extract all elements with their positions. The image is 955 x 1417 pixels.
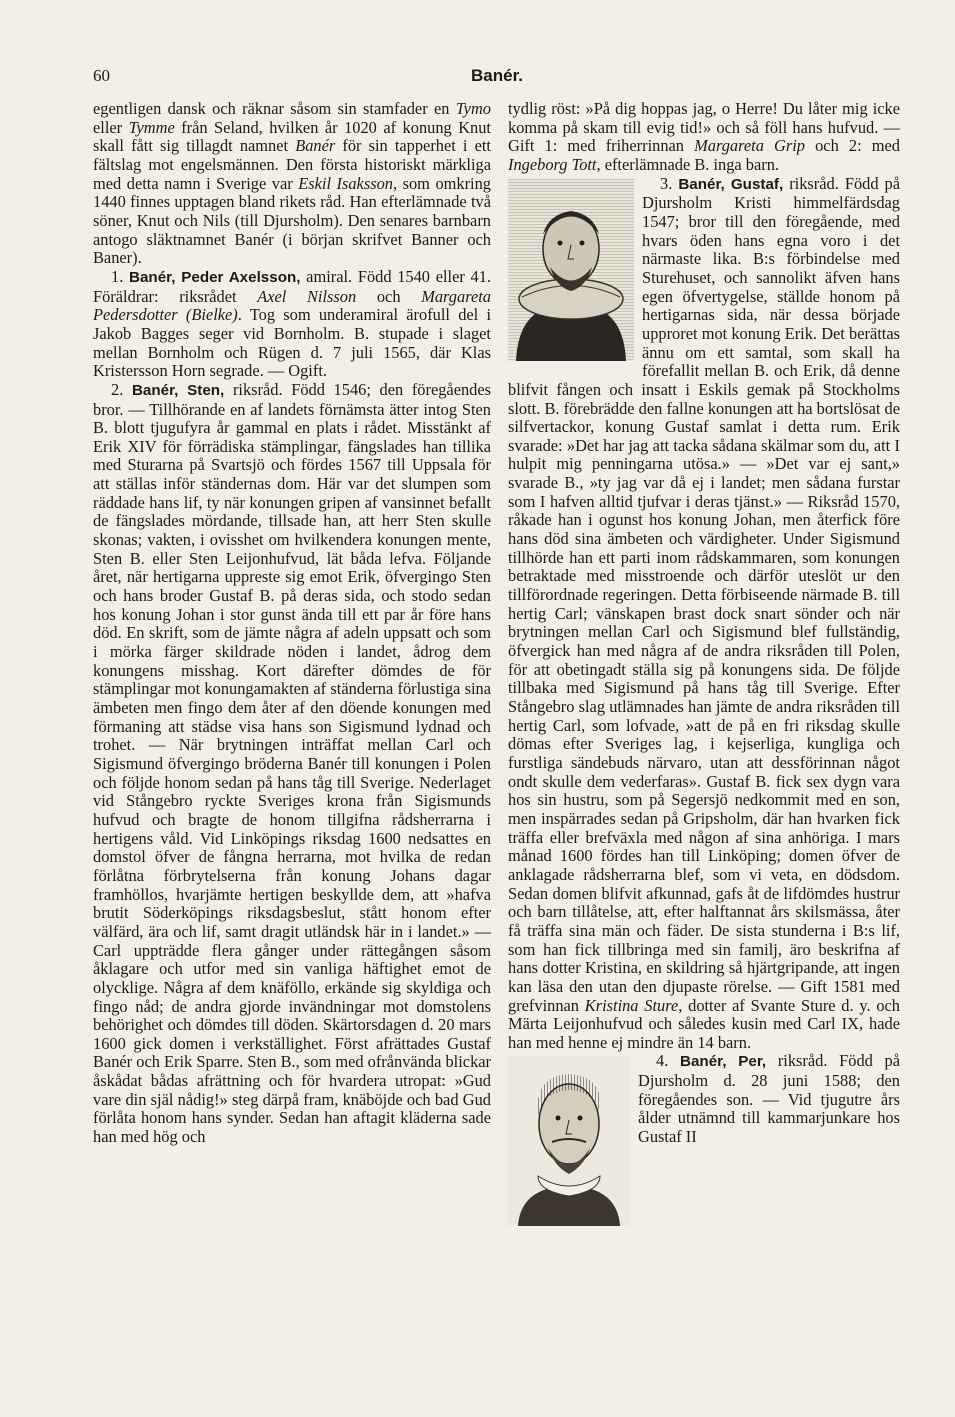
portrait-per-baner	[508, 1056, 630, 1226]
page-number: 60	[93, 66, 110, 85]
left-column	[93, 100, 491, 1147]
entry-heading: Banér, Gustaf,	[678, 175, 784, 193]
portrait-gustaf-baner	[508, 179, 634, 361]
entry-heading: Banér, Per,	[680, 1053, 767, 1071]
running-head: Banér.	[471, 66, 523, 85]
entry-gustaf: 3. Banér, Gustaf, riksråd. Född på Djursholm Kristi himmelfärdsdag 1547; bror till den föregående, med hvars öden hans egna voro i det närmaste lika. B:s förbindelse med Sturehuset, och sannolikt äfven hans egen öfvertygelse, ställde honom på hertigarnas sida, när dessa började upproret mot konung Erik. Det berättas ännu om ett samtal, som skall ha förefallit mellan B. och Erik, då denne blifvit fången och insatt i Eskils gemak på Stockholms slott. B. förebrädde den fallne konungen att ha bortslösat de silfvertackor, konung Gustaf samlat i detta rum. Erik svarade: »Det har jag att tacka sådana skälmar som du, att I hulpit mig penningarna utösa.» — »Det var ej sant,» svarade B., »ty jag var då ej i landet; men sådana furstar som I hafven alltid tjufvar i deras tjänst.» — Riksråd 1570, råkade han i ogunst hos konung Johan, men återfick före hans död sina ämbeten och värdigheter. Under Sigismund tillhörde han ett parti inom rådskammaren, som konungen betraktade med misstroende och därför uteslöt ur den tillförordnade regeringen. Detta förbiseende närmade B. till hertig Carl; vänskapen brast dock snart sönder och när brytningen mellan Carl och Sigismund blef fullständig, öfvergick han med några af de andra riksråden till Polen, för att obetingadt ställa sig på konungens sida. De följde tillbaka med Sigismund på hans tåg till Sverige. Efter Stångebro slag utlämnades han jämte de andra riksråden till hertig Carl, som lofvade, »att de på en fri riksdag skulle dömas efter Sveriges lag, i kejserliga, kungliga och furstliga sändebuds närvaro, utan att dessförinnan något ondt skulle dem vederfaras». Gustaf B. fick sex dygn vara hos sin hustru, som på Segersjö nedkommit med en son, men inspärrades sedan på Gripsholm, där han hvarken fick träffa eller brefväxla med någon af sina anhöriga. I mars månad 1600 fördes han till Linköping; domen öfver de anklagade rådsherrarna blef, som vi veta, en dödsdom. Sedan domen blifvit afkunnad, gafs åt de lifdömdes hustrur och barn tillåtelse, att, efter halftannat års skilsmässa, åter få träffa sina män och fäder. De sista stunderna i B:s lif, som han fick tillbringa med sin familj, äro beskrifna af hans dotter Kristina, en skildring så hjärtgripande, att ingen kan läsa den utan den djupaste rörelse. — Gift 1581 med grefvinnan Kristina Sture, dotter af Svante Sture d. y. och Märta Leijonhufvud och således kusin med Carl IX, hade han med henne ej mindre än 14 barn.	[508, 173, 901, 1052]
right-column	[508, 100, 900, 1228]
entry-per: 4. Banér, Per, riksråd. Född på Djursholm d. 28 juni 1588; den föregåendes son. — Vid tjugutre års ålder utnämnd till kammarjunkare hos Gustaf II	[508, 1052, 900, 1146]
entry-heading: Banér, Peder Axelsson,	[129, 268, 301, 286]
continued-paragraph: tydlig röst: »På dig hoppas jag, o Herre! Du låter mig icke komma på skam till evig tid!» och så föll hans hufvud. — Gift 1: med friherrinnan Margareta Grip och 2: med Ingeborg Tott, efterlämnade B. inga barn.	[508, 99, 900, 174]
page-header	[93, 66, 901, 90]
entry-peder-axelsson: 1. Banér, Peder Axelsson, amiral. Född 1540 eller 41. Föräldrar: riksrådet Axel Nilsson och Margareta Pedersdotter (Bielke). Tog som underamiral ärofull del i Jakob Bagges seger vid Bornholm. B. stupade i slaget mellan Bornholm och Rügen d. 7 juli 1565, där Klas Kristersson Horn segrade. — Ogift.	[93, 266, 492, 381]
entry-heading: Banér, Sten,	[131, 381, 225, 399]
intro-paragraph: egentligen dansk och räknar såsom sin stamfader en Tymo eller Tymme från Seland, hvilken år 1020 af konung Knut skall fått sig tillagdt namnet Banér för sin tapperhet i ett fältslag mot engelsmännen. Den första historiskt märkliga med detta namn i Sverige var Eskil Isaksson, som omkring 1440 finnes upptagen bland rikets råd. Han efterlämnade två söner, Knut och Nils (till Djursholm). Den senares barnbarn antogo släktnamnet Banér (i början skrifvet Banner och Baner).	[93, 99, 492, 268]
entry-sten: 2. Banér, Sten, riksråd. Född 1546; den föregåendes bror. — Tillhörande en af landets förnämsta ätter intog Sten B. blott tjugufyra år gammal en plats i rådet. Misstänkt af Erik XIV för förrädiska stämplingar, fängslades han tillika med Sturarna på Svartsjö och fördes 1567 till Uppsala för att ställas inför ständernas dom. Här var det slumpen som räddade hans lif, ty när konungen gripen af vansinnet befallt de fängslades mördande, tillsade han, att herr Sten skulle skonas; vakten, i ovisshet om hvilkendera konungen mente, Sten B. eller Sten Leijonhufvud, lät båda lefva. Följande året, när hertigarna uppreste sig emot Erik, öfvergingo Sten och hans broder Gustaf B. på deras sida, och stodo sedan hos konung Johan i stor gunst ända till ett par år före hans död. En skrift, som de jämte några af adeln uppsatt och som i mörka färger skildrade nöden i landet, ådrog dem konungens misshag. Kort därefter dömdes de för stämplingar mot konungamakten af ständerna förlustiga sina ämbeten men fingo dem åter af den döende konungen med förmaning att städse visa hans son Sigismund lydnad och trohet. — När brytningen inträffat mellan Carl och Sigismund öfvergingo bröderna Banér till konungen i Polen och följde honom sedan på hans tåg till Sverige. Nederlaget vid Stångebro ryckte Sveriges krona från Sigismunds hufvud och bragte de honom tillgifna rådsherrarna i hertigens våld. Vid Linköpings riksdag 1600 nedsattes en domstol öfver de fångna herrarna, mot hvilka de redan förlåtna förbrytelserna från konung Johans dagar framhöllos, hvarjämte hertigen beskyllde dem, att »hafva brutit Söderköpings riksdagsbeslut, stått honom efter välfärd, ära och lif, samt dragit utländsk här in i landet.» — Carl uppträdde flera gånger under rättegången såsom åklagare och utfor med sin vanliga häftighet emot de olycklige. Några af dem knäföllo, erkände sig skyldiga och fingo nåd; de andra gjorde invändningar mot domstolens behörighet och dömdes till döden. Skärtorsdagen d. 20 mars 1600 gick domen i verkställighet. Först afrättades Gustaf Banér och Erik Sparre. Sten B., som med ofrånvända blickar åskådat bådas afrättning och för hvardera utropat: »Gud vare din själ nådig!» steg därpå fram, knäböjde och bad Gud förlåta honom hans synder. Sedan han aftagit kläderna sade han med hög och	[93, 379, 492, 1147]
